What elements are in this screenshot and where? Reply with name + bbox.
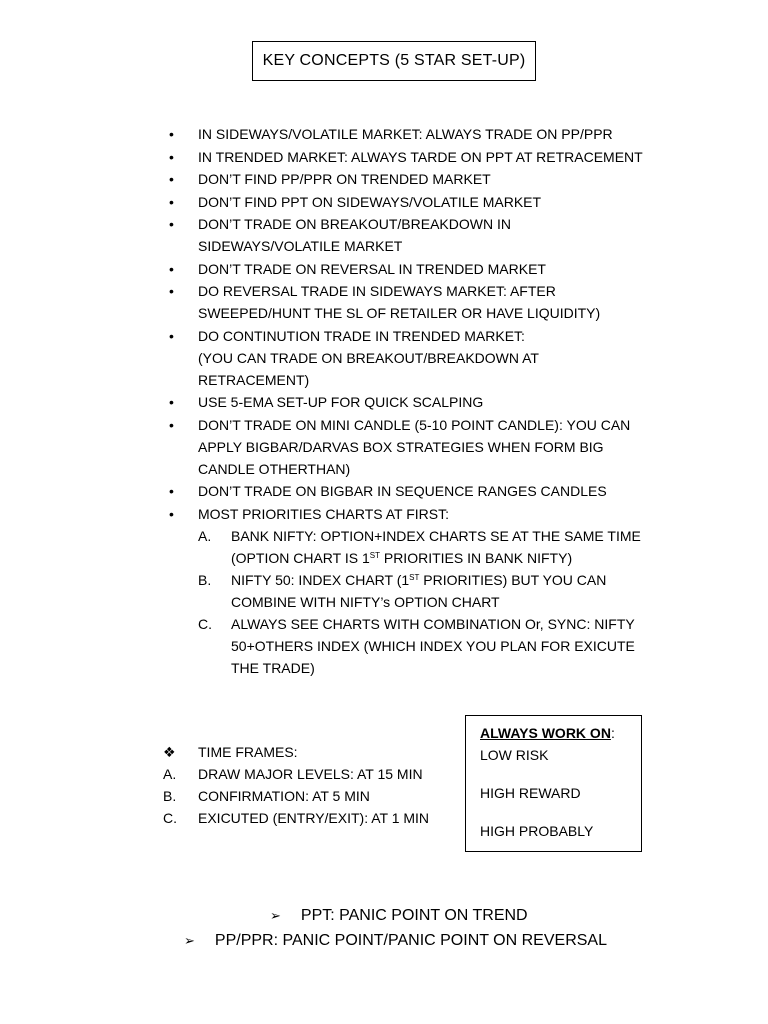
page-title: KEY CONCEPTS (5 STAR SET-UP) bbox=[262, 52, 526, 69]
always-work-on-box bbox=[465, 715, 642, 852]
key-concepts-list bbox=[163, 123, 643, 679]
list-item: • DO CONTINUTION TRADE IN TRENDED MARKET: (YOU CAN TRADE ON BREAKOUT/BREAKDOWN AT RETRACEMENT) bbox=[163, 325, 643, 391]
list-item: • DO REVERSAL TRADE IN SIDEWAYS MARKET: AFTER SWEEPED/HUNT THE SL OF RETAILER OR HAVE LIQUIDITY) bbox=[163, 280, 643, 324]
title-box bbox=[252, 41, 536, 81]
bullet-icon: • bbox=[169, 483, 174, 499]
priority-item: A. BANK NIFTY: OPTION+INDEX CHARTS SE AT THE SAME TIME (OPTION CHART IS 1ST PRIORITIES IN BANK NIFTY) bbox=[198, 527, 641, 566]
arrow-bullet-icon: ➢ bbox=[270, 908, 281, 923]
always-work-on-heading: ALWAYS WORK ON: bbox=[480, 725, 615, 741]
bullet-icon: • bbox=[169, 260, 174, 277]
bullet-icon: • bbox=[169, 216, 174, 232]
bullet-icon: • bbox=[169, 126, 174, 142]
definitions-section bbox=[0, 903, 768, 953]
bullet-icon: • bbox=[169, 148, 174, 165]
time-frame-item: C. EXICUTED (ENTRY/EXIT): AT 1 MIN bbox=[163, 810, 430, 826]
bullet-icon: • bbox=[169, 394, 174, 410]
list-item: • MOST PRIORITIES CHARTS AT FIRST: A. BANK NIFTY: OPTION+INDEX CHARTS SE AT THE SAME TIME (OPTION CHART IS 1ST PRIORITIES IN BANK NIFTY) B. NIFTY 50: INDEX CHART (1ST PRIORITIES) BUT YOU CAN COMBINE WITH NIFTY’s OPTION CHART C. ALWAYS SEE CHARTS WITH COMBINATION Or, SYNC: NIFTY 50+OTHERS INDEX (WHICH INDEX YOU PLAN FOR EXICUTE THE TRADE) bbox=[163, 503, 643, 679]
list-item: • USE 5-EMA SET-UP FOR QUICK SCALPING bbox=[163, 391, 643, 413]
priority-item: B. NIFTY 50: INDEX CHART (1ST PRIORITIES) BUT YOU CAN COMBINE WITH NIFTY’s OPTION CHART bbox=[198, 571, 607, 610]
list-item: • DON’T TRADE ON BIGBAR IN SEQUENCE RANGES CANDLES bbox=[163, 480, 643, 502]
time-frame-item: B. CONFIRMATION: AT 5 MIN bbox=[163, 788, 370, 804]
arrow-bullet-icon: ➢ bbox=[184, 933, 195, 948]
work-on-item: HIGH PROBABLY bbox=[480, 823, 594, 839]
bullet-icon: • bbox=[169, 327, 174, 344]
time-frame-item: A. DRAW MAJOR LEVELS: AT 15 MIN bbox=[163, 766, 423, 782]
work-on-item: LOW RISK bbox=[480, 747, 549, 763]
list-item: • IN SIDEWAYS/VOLATILE MARKET: ALWAYS TRADE ON PP/PPR bbox=[163, 123, 643, 145]
priorities-list bbox=[198, 525, 643, 679]
bullet-icon: • bbox=[169, 193, 174, 210]
list-item: • DON’T TRADE ON REVERSAL IN TRENDED MARKET bbox=[163, 258, 643, 280]
bullet-icon: • bbox=[169, 171, 174, 187]
list-item: • DON’T TRADE ON BREAKOUT/BREAKDOWN IN SIDEWAYS/VOLATILE MARKET bbox=[163, 213, 643, 257]
diamond-bullet-icon: ❖ bbox=[163, 744, 176, 760]
bullet-icon: • bbox=[169, 283, 174, 299]
definition-item: ➢ PPT: PANIC POINT ON TREND bbox=[270, 907, 528, 924]
bullet-icon: • bbox=[169, 416, 174, 433]
definition-item: ➢ PP/PPR: PANIC POINT/PANIC POINT ON REVERSAL bbox=[184, 932, 607, 949]
list-item: • DON’T FIND PPT ON SIDEWAYS/VOLATILE MARKET bbox=[163, 191, 643, 213]
bullet-icon: • bbox=[169, 505, 174, 522]
priority-item: C. ALWAYS SEE CHARTS WITH COMBINATION Or, SYNC: NIFTY 50+OTHERS INDEX (WHICH INDEX YOU PLAN FOR EXICUTE THE TRADE) bbox=[198, 615, 635, 676]
work-on-item: HIGH REWARD bbox=[480, 785, 581, 801]
list-item: • DON’T TRADE ON MINI CANDLE (5-10 POINT CANDLE): YOU CAN APPLY BIGBAR/DARVAS BOX STRATEGIES WHEN FORM BIG CANDLE OTHERTHAN) bbox=[163, 414, 643, 480]
time-frames-heading: ❖ TIME FRAMES: bbox=[163, 741, 463, 763]
list-item: • IN TRENDED MARKET: ALWAYS TARDE ON PPT AT RETRACEMENT bbox=[163, 146, 643, 168]
list-item: • DON’T FIND PP/PPR ON TRENDED MARKET bbox=[163, 168, 643, 190]
time-frames-section bbox=[163, 741, 463, 829]
